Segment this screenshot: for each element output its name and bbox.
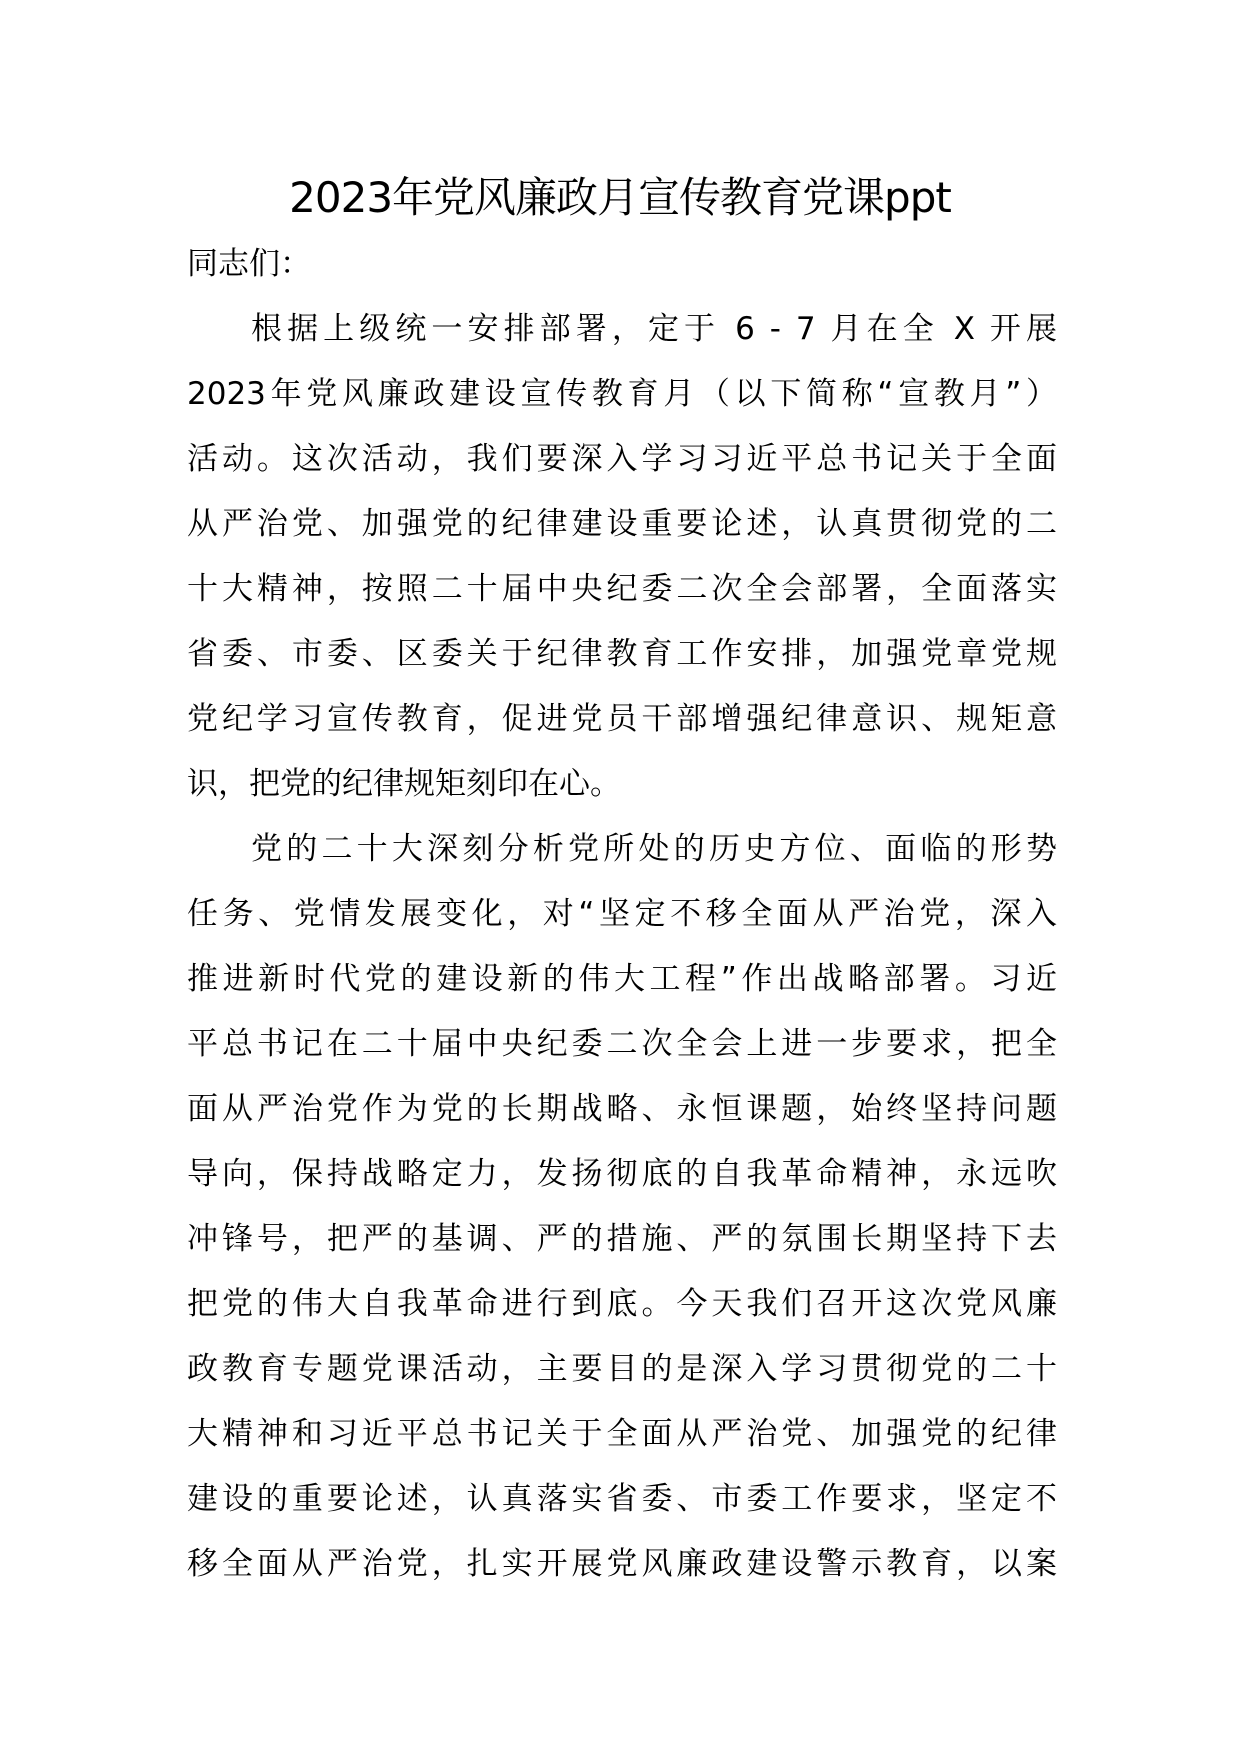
paragraph-line: 2023年党风廉政建设宣传教育月（以下简称“宣教月”） [187,376,1057,412]
paragraph-2 [187,817,1057,1597]
paragraph-line: 推进新时代党的建设新的伟大工程”作出战略部署。习近 [187,961,1057,997]
document-title: 2023年党风廉政月宣传教育党课ppt [289,173,951,222]
document-body [187,232,1057,1597]
paragraph-line: 大精神和习近平总书记关于全面从严治党、加强党的纪律 [187,1416,1057,1452]
paragraph-line: 冲锋号，把严的基调、严的措施、严的氛围长期坚持下去 [187,1221,1057,1257]
paragraph-line: 活动。这次活动，我们要深入学习习近平总书记关于全面 [187,441,1057,477]
paragraph-line: 党纪学习宣传教育，促进党员干部增强纪律意识、规矩意 [187,701,1057,737]
paragraph-line: 十大精神，按照二十届中央纪委二次全会部署，全面落实 [187,571,1057,607]
paragraph-line: 党的二十大深刻分析党所处的历史方位、面临的形势 [251,831,1057,867]
paragraph-line: 根据上级统一安排部署，定于 6 - 7 月在全 X 开展 [251,311,1057,347]
paragraph-line: 政教育专题党课活动，主要目的是深入学习贯彻党的二十 [187,1351,1057,1387]
paragraph-line: 建设的重要论述，认真落实省委、市委工作要求，坚定不 [187,1481,1057,1517]
paragraph-line: 省委、市委、区委关于纪律教育工作安排，加强党章党规 [187,636,1057,672]
paragraph-line: 把党的伟大自我革命进行到底。今天我们召开这次党风廉 [187,1286,1057,1322]
paragraph-line: 移全面从严治党，扎实开展党风廉政建设警示教育，以案 [187,1546,1057,1582]
paragraph-line: 导向，保持战略定力，发扬彻底的自我革命精神，永远吹 [187,1156,1057,1192]
salutation: 同志们： [187,246,311,282]
paragraph-line: 识，把党的纪律规矩刻印在心。 [187,766,621,802]
paragraph-line: 平总书记在二十届中央纪委二次全会上进一步要求，把全 [187,1026,1057,1062]
paragraph-1 [187,297,1057,817]
paragraph-line: 任务、党情发展变化，对“坚定不移全面从严治党，深入 [187,896,1057,932]
paragraph-line: 从严治党、加强党的纪律建设重要论述，认真贯彻党的二 [187,506,1057,542]
paragraph-line: 面从严治党作为党的长期战略、永恒课题，始终坚持问题 [187,1091,1057,1127]
